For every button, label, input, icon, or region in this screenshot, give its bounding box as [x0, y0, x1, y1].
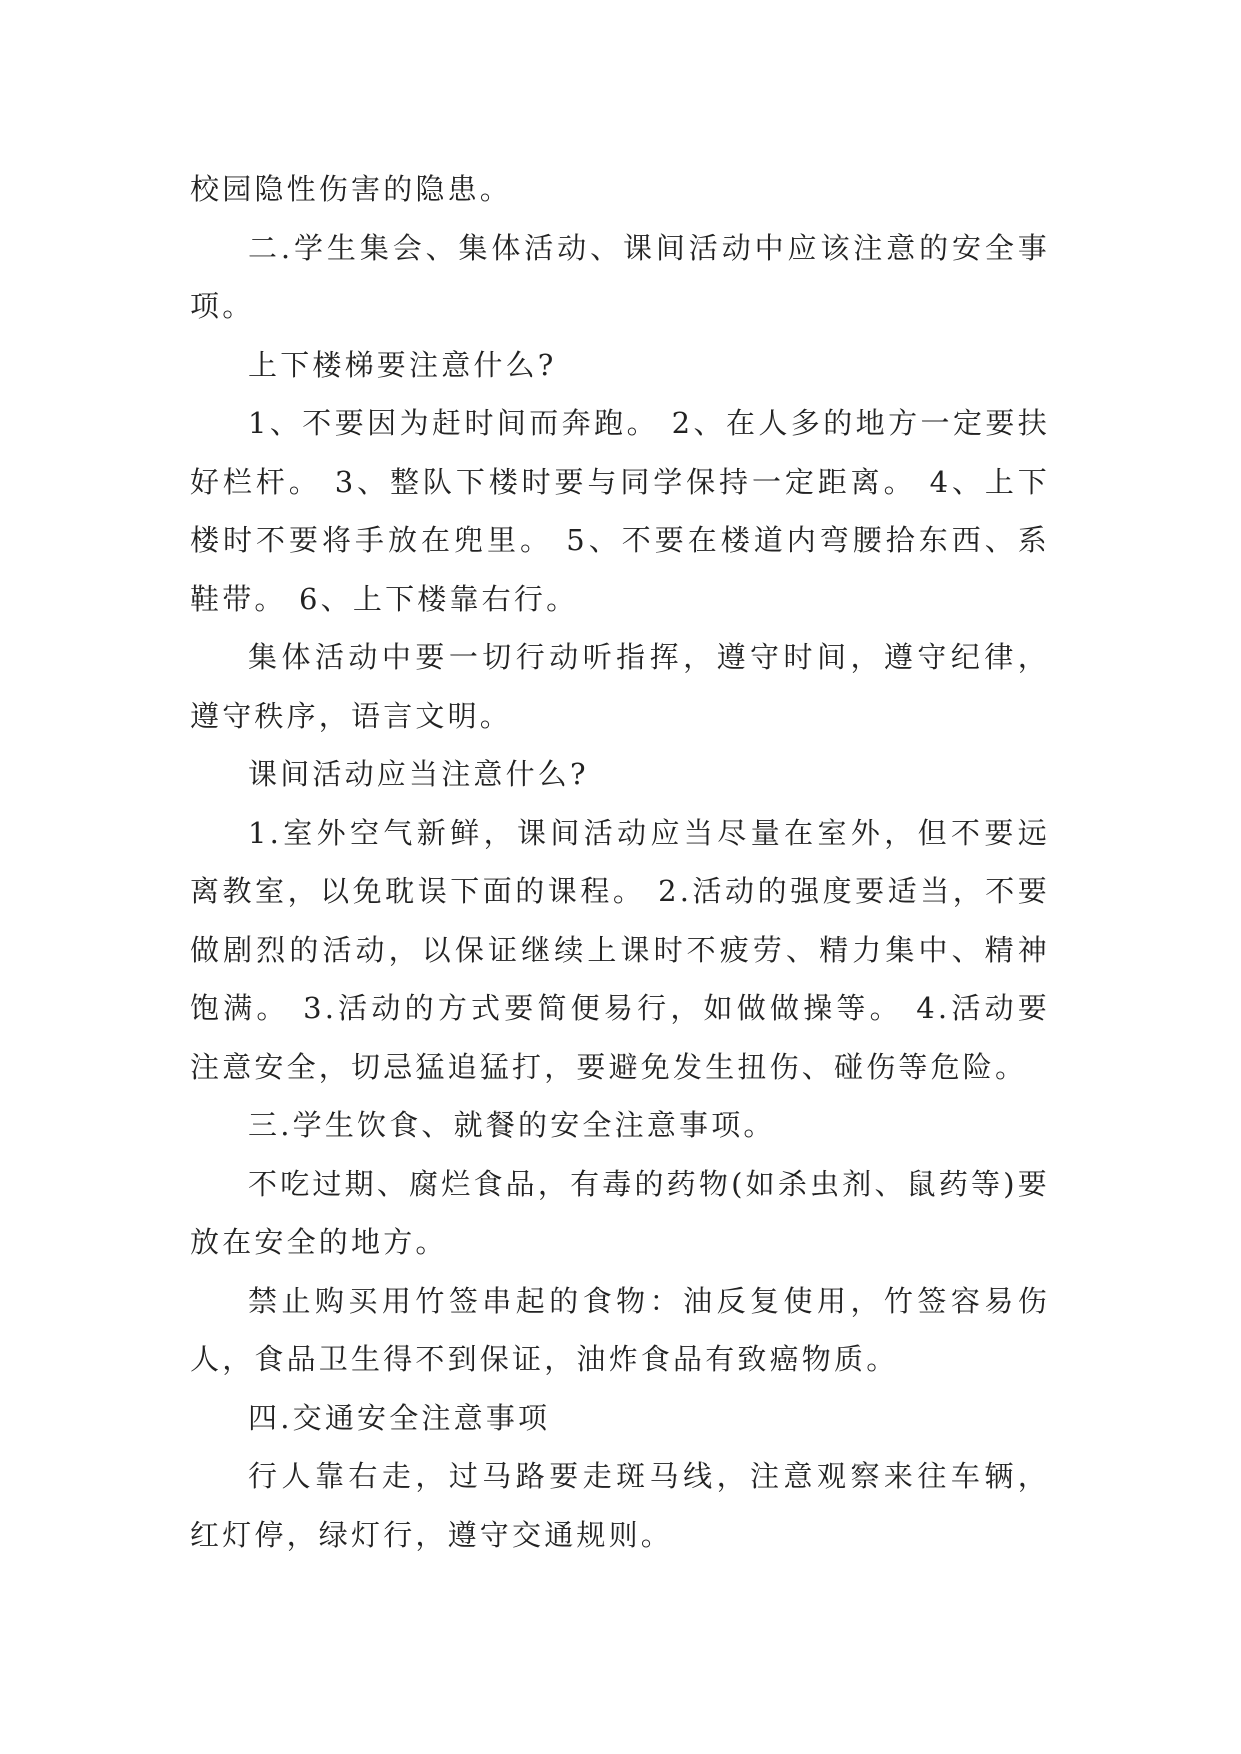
section-heading-assembly-safety: 二.学生集会、集体活动、课间活动中应该注意的安全事项。 [190, 230, 1050, 323]
paragraph-stairs-rules: 1、不要因为赶时间而奔跑。 2、在人多的地方一定要扶好栏杆。 3、整队下楼时要与同学保持一定距离。 4、上下楼时不要将手放在兜里。 5、不要在楼道内弯腰拾东西、系鞋带。 6、上下楼靠右行。 [190, 406, 1050, 616]
paragraph-recess-rules: 1.室外空气新鲜，课间活动应当尽量在室外，但不要远离教室，以免耽误下面的课程。 2.活动的强度要适当，不要做剧烈的活动，以保证继续上课时不疲劳、精力集中、精神饱满。 3.活动的方式要简便易行，如做做操等。 4.活动要注意安全，切忌猛追猛打，要避免发生扭伤、碰伤等危险。 [190, 815, 1050, 1084]
section-heading-traffic-safety: 四.交通安全注意事项 [248, 1400, 551, 1435]
paragraph-food-skewers: 禁止购买用竹签串起的食物：油反复使用，竹签容易伤人，食品卫生得不到保证，油炸食品有致癌物质。 [190, 1283, 1050, 1376]
paragraph-traffic-rules: 行人靠右走，过马路要走斑马线，注意观察来往车辆，红灯停，绿灯行，遵守交通规则。 [190, 1459, 1050, 1552]
subheading-recess: 课间活动应当注意什么? [248, 757, 589, 791]
document-body [190, 160, 1050, 1564]
paragraph-continuation: 校园隐性伤害的隐患。 [190, 172, 513, 206]
subheading-stairs: 上下楼梯要注意什么? [248, 347, 557, 382]
section-heading-food-safety: 三.学生饮食、就餐的安全注意事项。 [248, 1108, 776, 1142]
paragraph-food-expired: 不吃过期、腐烂食品，有毒的药物(如杀虫剂、鼠药等)要放在安全的地方。 [190, 1166, 1050, 1259]
paragraph-group-activity: 集体活动中要一切行动听指挥，遵守时间，遵守纪律，遵守秩序，语言文明。 [190, 640, 1050, 733]
